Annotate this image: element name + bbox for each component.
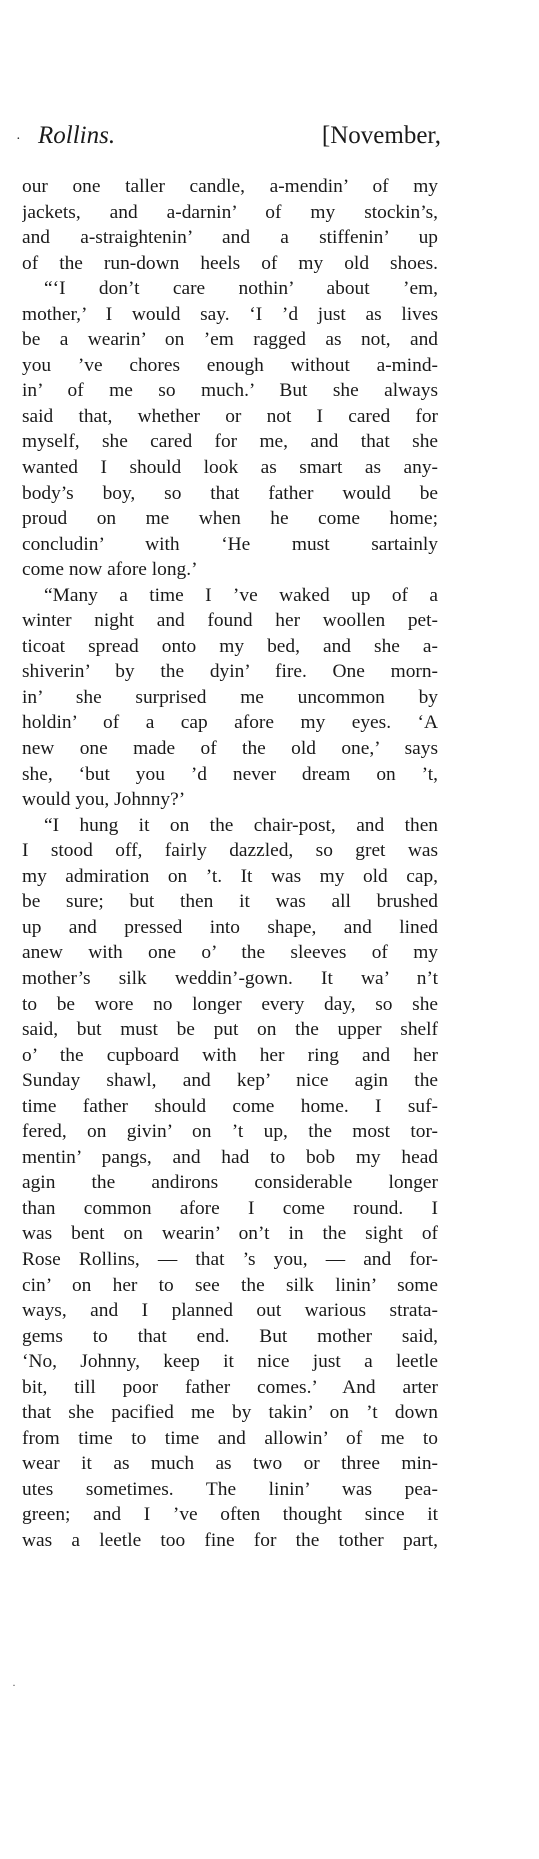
text-line: you ’ve chores enough without a-mind-: [22, 354, 438, 376]
text-line: ‘No, Johnny, keep it nice just a leetle: [22, 1351, 438, 1373]
text-line: to be wore no longer every day, so she: [22, 993, 438, 1015]
text-line: Sunday shawl, and kep’ nice agin the: [22, 1070, 438, 1092]
text-line: and a-straightenin’ and a stiffenin’ up: [22, 227, 438, 249]
text-line: up and pressed into shape, and lined: [22, 916, 438, 938]
text-line: from time to time and allowin’ of me to: [22, 1427, 438, 1449]
text-line: was bent on wearin’ on’t in the sight of: [22, 1223, 438, 1245]
text-line: said that, whether or not I cared for: [22, 405, 438, 427]
text-line: bit, till poor father comes.’ And arter: [22, 1376, 438, 1398]
text-line: in’ of me so much.’ But she always: [22, 380, 438, 402]
text-line: holdin’ of a cap afore my eyes. ‘A: [22, 712, 438, 734]
text-line: concludin’ with ‘He must sartainly: [22, 533, 438, 555]
text-line: Rose Rollins, — that ’s you, — and for-: [22, 1248, 438, 1270]
text-line: time father should come home. I suf-: [22, 1095, 438, 1117]
text-line: that she pacified me by takin’ on ’t down: [22, 1402, 438, 1424]
text-line: o’ the cupboard with her ring and her: [22, 1044, 438, 1066]
margin-mark: ·: [12, 1678, 16, 1692]
text-line: myself, she cared for me, and that she: [22, 431, 438, 453]
text-line: shiverin’ by the dyin’ fire. One morn-: [22, 661, 438, 683]
body-text: [22, 174, 438, 1554]
text-line: be sure; but then it was all brushed: [22, 891, 438, 913]
text-line: cin’ on her to see the silk linin’ some: [22, 1274, 438, 1296]
text-line: be a wearin’ on ’em ragged as not, and: [22, 329, 438, 351]
text-line: said, but must be put on the upper shelf: [22, 1019, 438, 1041]
text-line: “‘I don’t care nothin’ about ’em,: [44, 278, 438, 300]
text-line: wear it as much as two or three min-: [22, 1453, 438, 1475]
text-line: would you, Johnny?’: [22, 789, 186, 811]
text-line: my admiration on ’t. It was my old cap,: [22, 865, 438, 887]
text-line: was a leetle too fine for the tother part,: [22, 1529, 438, 1551]
running-head: [16, 122, 441, 156]
running-head-month: [November,: [321, 122, 441, 149]
text-line: green; and I ’ve often thought since it: [22, 1504, 438, 1526]
text-line: mother’s silk weddin’-gown. It wa’ n’t: [22, 967, 438, 989]
text-line: in’ she surprised me uncommon by: [22, 686, 438, 708]
text-line: proud on me when he come home;: [22, 508, 438, 530]
text-line: gems to that end. But mother said,: [22, 1325, 438, 1347]
running-head-mark: ·: [16, 132, 21, 147]
text-line: of the run-down heels of my old shoes.: [22, 252, 438, 274]
text-line: our one taller candle, a-mendin’ of my: [22, 176, 438, 197]
text-line: anew with one o’ the sleeves of my: [22, 942, 438, 964]
text-line: mother,’ I would say. ‘I ’d just as lives: [22, 303, 438, 325]
text-line: wanted I should look as smart as any-: [22, 457, 438, 479]
text-line: ways, and I planned out warious strata-: [22, 1300, 438, 1322]
text-line: “I hung it on the chair-post, and then: [44, 814, 438, 836]
text-line: mentin’ pangs, and had to bob my head: [22, 1146, 438, 1168]
text-line: than common afore I come round. I: [22, 1197, 438, 1219]
text-line: jackets, and a-darnin’ of my stockin’s,: [22, 201, 438, 223]
text-line: I stood off, fairly dazzled, so gret was: [22, 840, 438, 862]
text-line: ticoat spread onto my bed, and she a-: [22, 635, 438, 657]
text-line: new one made of the old one,’ says: [22, 738, 438, 760]
text-line: body’s boy, so that father would be: [22, 482, 438, 504]
text-line: fered, on givin’ on ’t up, the most tor-: [22, 1121, 438, 1143]
text-line: “Many a time I ’ve waked up of a: [44, 584, 438, 606]
text-line: come now afore long.’: [22, 559, 198, 581]
text-line: she, ‘but you ’d never dream on ’t,: [22, 763, 438, 785]
text-line: winter night and found her woollen pet-: [22, 610, 438, 632]
running-head-author: Rollins.: [38, 122, 116, 149]
text-line: utes sometimes. The linin’ was pea-: [22, 1478, 438, 1500]
text-line: agin the andirons considerable longer: [22, 1172, 438, 1194]
